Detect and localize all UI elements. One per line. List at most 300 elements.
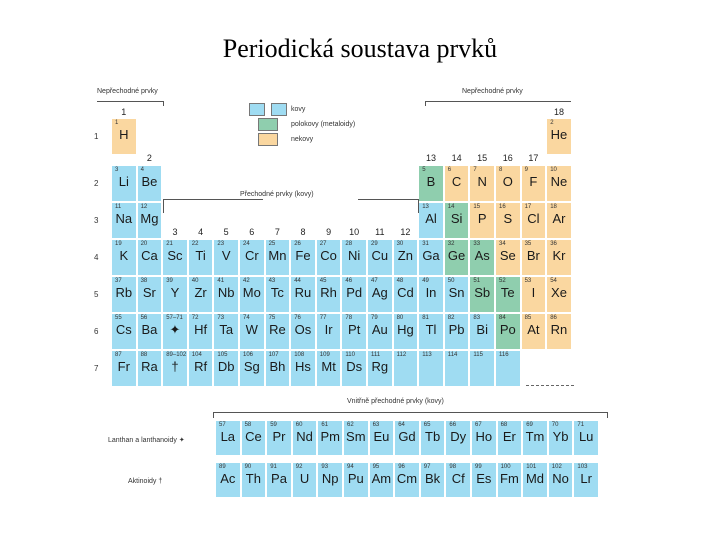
atomic-number: 40 [191, 278, 199, 284]
lanthanide-cell-Eu [369, 420, 395, 456]
element-symbol: Pb [448, 322, 465, 337]
element-symbol: Sc [167, 248, 183, 263]
page-title: Periodická soustava prvků [222, 34, 498, 63]
element-symbol: Ho [475, 429, 493, 444]
element-symbol: Hf [194, 322, 208, 337]
element-cell-Ne [546, 165, 572, 202]
lanthanide-cell-Tb [420, 420, 446, 456]
element-cell-Al [418, 202, 444, 239]
element-symbol: Xe [551, 285, 567, 300]
element-symbol: Tm [525, 429, 545, 444]
lanthanide-cell-Lu [573, 420, 599, 456]
element-symbol: Na [115, 211, 133, 226]
element-symbol: Es [476, 471, 492, 486]
element-symbol: Yb [552, 429, 569, 444]
element-cell-Tc [265, 276, 291, 313]
element-symbol: Cs [115, 322, 132, 337]
atomic-number: 98 [449, 464, 457, 470]
group-number: 7 [274, 227, 280, 237]
actinide-cell-Bk [420, 462, 446, 498]
element-cell-Ga [418, 239, 444, 276]
atomic-number: 35 [524, 241, 532, 247]
lanthanide-cell-Nd [292, 420, 318, 456]
element-cell-Nb [213, 276, 239, 313]
element-cell-B [418, 165, 444, 202]
actinide-cell-Am [369, 462, 395, 498]
bracket-line [358, 199, 418, 200]
element-cell-Rh [316, 276, 342, 313]
atomic-number: 24 [243, 241, 250, 247]
element-symbol: Fm [500, 471, 519, 486]
element-symbol: I [531, 285, 536, 300]
atomic-number: 115 [473, 352, 483, 358]
element-cell-Sn [444, 276, 470, 313]
element-symbol: Mg [140, 211, 159, 226]
legend-swatch [249, 103, 265, 116]
atomic-number: 15 [473, 204, 481, 210]
element-cell-Rg [367, 350, 393, 387]
atomic-number: 10 [550, 167, 557, 173]
element-cell-Mg [137, 202, 163, 239]
element-symbol: Y [170, 285, 180, 300]
atomic-number: 67 [475, 422, 482, 428]
element-symbol: Ds [346, 359, 363, 374]
bracket-line [607, 412, 608, 418]
element-cell-Sg [239, 350, 265, 387]
atomic-number: 64 [398, 422, 405, 428]
group-number: 4 [198, 227, 204, 237]
element-cell-P [469, 202, 495, 239]
element-symbol: Al [425, 211, 437, 226]
element-symbol: Re [269, 322, 286, 337]
element-cell-Sb [469, 276, 495, 313]
element-symbol: Nd [296, 429, 313, 444]
element-symbol: Sb [474, 285, 491, 300]
element-symbol: Rb [115, 285, 133, 300]
atomic-number: 86 [550, 315, 557, 321]
atomic-number: 72 [191, 315, 199, 321]
atomic-number: 31 [422, 241, 429, 247]
element-cell-V [213, 239, 239, 276]
atomic-number: 59 [270, 422, 277, 428]
atomic-number: 62 [347, 422, 354, 428]
atomic-number: 3 [115, 167, 119, 173]
atomic-number: 2 [550, 120, 554, 126]
bracket-line [418, 199, 419, 213]
element-cell-Te [495, 276, 521, 313]
label-lanthanides: Lanthan a lanthanoidy ✦ [108, 437, 185, 444]
element-cell-† [162, 350, 188, 387]
element-symbol: Co [320, 248, 337, 263]
element-symbol: Sr [142, 285, 156, 300]
atomic-number: 116 [499, 352, 509, 358]
element-symbol: Pm [320, 429, 340, 444]
atomic-number: 51 [473, 278, 481, 284]
element-symbol: Ca [141, 248, 158, 263]
bracket-line [213, 412, 214, 418]
element-symbol: Ta [219, 322, 234, 337]
element-cell-He [546, 118, 572, 155]
element-cell-Kr [546, 239, 572, 276]
atomic-number: 77 [319, 315, 327, 321]
element-symbol: At [527, 322, 540, 337]
actinide-cell-Cf [445, 462, 471, 498]
element-symbol: La [220, 429, 236, 444]
lanthanide-cell-Ce [241, 420, 267, 456]
element-cell-F [521, 165, 547, 202]
element-symbol: Zn [397, 248, 413, 263]
element-symbol: V [221, 248, 231, 263]
element-symbol: Er [502, 429, 516, 444]
element-symbol: Lr [580, 471, 592, 486]
actinide-cell-Lr [573, 462, 599, 498]
actinide-cell-Ac [215, 462, 241, 498]
actinide-cell-Fm [497, 462, 523, 498]
actinide-cell-Es [471, 462, 497, 498]
lanthanide-cell-Sm [343, 420, 369, 456]
element-symbol: Pd [346, 285, 363, 300]
element-symbol: Mo [242, 285, 261, 300]
lanthanide-cell-Gd [394, 420, 420, 456]
atomic-number: 74 [243, 315, 250, 321]
element-symbol: S [503, 211, 513, 226]
group-number: 16 [502, 153, 513, 163]
atomic-number: 71 [577, 422, 585, 428]
atomic-number: 87 [115, 352, 122, 358]
atomic-number: 20 [140, 241, 148, 247]
atomic-number: 100 [500, 464, 511, 470]
element-symbol: Si [450, 211, 463, 226]
element-symbol: Ga [422, 248, 440, 263]
actinide-cell-Np [317, 462, 343, 498]
element-cell-Re [265, 313, 291, 350]
period-number: 5 [94, 290, 99, 299]
label-main-left: Nepřechodné prvky [97, 88, 158, 95]
element-cell-115 [469, 350, 495, 387]
atomic-number: 7 [473, 167, 477, 173]
element-symbol: Rh [320, 285, 337, 300]
element-cell-Si [444, 202, 470, 239]
atomic-number: 8 [499, 167, 503, 173]
element-cell-114 [444, 350, 470, 387]
atomic-number: 41 [217, 278, 225, 284]
atomic-number: 33 [473, 241, 481, 247]
atomic-number: 63 [372, 422, 380, 428]
element-cell-Ru [290, 276, 316, 313]
atomic-number: 11 [115, 204, 122, 210]
element-symbol: Br [526, 248, 540, 263]
period-number: 2 [94, 179, 99, 188]
element-cell-Cr [239, 239, 265, 276]
group-number: 2 [146, 153, 152, 163]
atomic-number: 110 [345, 352, 355, 358]
element-cell-Ds [341, 350, 367, 387]
atomic-number: 96 [398, 464, 405, 470]
atomic-number: 95 [372, 464, 380, 470]
element-cell-Hg [393, 313, 419, 350]
group-number: 6 [249, 227, 255, 237]
element-cell-Hs [290, 350, 316, 387]
legend-swatch [258, 118, 278, 131]
element-symbol: F [529, 174, 538, 189]
atomic-number: 113 [422, 352, 432, 358]
actinide-cell-Pa [266, 462, 292, 498]
label-actinides: Aktinoidy † [128, 478, 163, 485]
element-cell-K [111, 239, 137, 276]
element-symbol: Cl [527, 211, 540, 226]
element-symbol: O [502, 174, 513, 189]
atomic-number: 70 [551, 422, 559, 428]
element-symbol: Ac [220, 471, 236, 486]
element-cell-In [418, 276, 444, 313]
element-cell-Bh [265, 350, 291, 387]
bracket-line [425, 101, 426, 106]
atomic-number: 104 [191, 352, 202, 358]
element-symbol: Bh [269, 359, 286, 374]
element-symbol: Tl [425, 322, 437, 337]
atomic-number: 69 [526, 422, 533, 428]
atomic-number: 112 [396, 352, 407, 358]
element-cell-W [239, 313, 265, 350]
label-inner-transition: Vnitřně přechodné prvky (kovy) [347, 398, 444, 405]
atomic-number: 65 [423, 422, 431, 428]
lanthanide-cell-Pr [266, 420, 292, 456]
period-number: 4 [94, 253, 99, 262]
atomic-number: 82 [447, 315, 455, 321]
atomic-number: 91 [270, 464, 277, 470]
atomic-number: 42 [243, 278, 250, 284]
atomic-number: 75 [268, 315, 276, 321]
element-symbol: U [299, 471, 310, 486]
atomic-number: 45 [319, 278, 327, 284]
element-symbol: N [477, 174, 487, 189]
atomic-number: 21 [166, 241, 173, 247]
element-symbol: Ne [550, 174, 568, 189]
atomic-number: 81 [422, 315, 429, 321]
bracket-line [425, 101, 571, 102]
atomic-number: 28 [345, 241, 353, 247]
element-cell-Sr [137, 276, 163, 313]
group-number: 9 [326, 227, 332, 237]
atomic-number: 38 [140, 278, 148, 284]
element-symbol: Sn [448, 285, 465, 300]
element-symbol: Rn [550, 322, 568, 337]
element-symbol: As [474, 248, 490, 263]
element-symbol: Hs [295, 359, 311, 374]
atomic-number: 52 [499, 278, 506, 284]
element-cell-Ti [188, 239, 214, 276]
element-cell-O [495, 165, 521, 202]
atomic-number: 83 [473, 315, 481, 321]
element-symbol: Se [499, 248, 516, 263]
lanthanide-cell-Dy [445, 420, 471, 456]
legend-label: polokovy (metaloidy) [291, 121, 356, 128]
lanthanide-cell-Ho [471, 420, 497, 456]
element-cell-Sc [162, 239, 188, 276]
atomic-number: 60 [295, 422, 303, 428]
bracket-line [213, 412, 607, 413]
element-symbol: Pu [347, 471, 364, 486]
atomic-number: 39 [166, 278, 173, 284]
element-symbol: † [171, 359, 179, 374]
element-cell-Co [316, 239, 342, 276]
legend-label: kovy [291, 106, 306, 113]
label-main-right: Nepřechodné prvky [462, 88, 523, 95]
group-number: 12 [400, 227, 411, 237]
element-symbol: Ce [245, 429, 262, 444]
atomic-number: 29 [371, 241, 378, 247]
element-symbol: C [451, 174, 462, 189]
group-number: 8 [300, 227, 306, 237]
atomic-number: 92 [295, 464, 303, 470]
element-symbol: Ni [348, 248, 361, 263]
atomic-number: 61 [321, 422, 329, 428]
element-symbol: Ra [141, 359, 158, 374]
element-cell-✦ [162, 313, 188, 350]
atomic-number: 48 [396, 278, 404, 284]
atomic-number: 89–102 [166, 352, 187, 358]
element-symbol: Lu [578, 429, 594, 444]
element-cell-Cu [367, 239, 393, 276]
atomic-number: 57–71 [166, 315, 183, 321]
element-symbol: H [119, 127, 129, 142]
element-symbol: Ag [371, 285, 388, 300]
atomic-number: 27 [319, 241, 327, 247]
element-cell-Xe [546, 276, 572, 313]
element-cell-Zn [393, 239, 419, 276]
element-symbol: Mn [268, 248, 287, 263]
element-symbol: Cr [244, 248, 259, 263]
atomic-number: 99 [475, 464, 482, 470]
atomic-number: 103 [577, 464, 588, 470]
atomic-number: 54 [550, 278, 557, 284]
atomic-number: 4 [140, 167, 144, 173]
atomic-number: 49 [422, 278, 429, 284]
atomic-number: 53 [524, 278, 532, 284]
element-symbol: Bi [476, 322, 488, 337]
lanthanide-cell-La [215, 420, 241, 456]
element-symbol: Fe [295, 248, 311, 263]
element-symbol: Eu [373, 429, 390, 444]
element-symbol: Cm [396, 471, 418, 486]
atomic-number: 16 [499, 204, 506, 210]
element-symbol: Ba [141, 322, 158, 337]
atomic-number: 57 [219, 422, 226, 428]
element-cell-Cl [521, 202, 547, 239]
group-number: 17 [528, 153, 539, 163]
atomic-number: 73 [217, 315, 225, 321]
atomic-number: 23 [217, 241, 225, 247]
bracket-line [163, 199, 263, 200]
atomic-number: 47 [371, 278, 378, 284]
element-symbol: W [245, 322, 258, 337]
element-cell-As [469, 239, 495, 276]
atomic-number: 26 [294, 241, 301, 247]
element-cell-Rf [188, 350, 214, 387]
period-number: 6 [94, 327, 99, 336]
atomic-number: 108 [294, 352, 305, 358]
element-symbol: Dy [450, 429, 467, 444]
atomic-number: 80 [396, 315, 404, 321]
element-cell-Be [137, 165, 163, 202]
group-number: 11 [375, 227, 385, 237]
element-cell-Zr [188, 276, 214, 313]
atomic-number: 114 [447, 352, 458, 358]
atomic-number: 101 [526, 464, 537, 470]
atomic-number: 66 [449, 422, 457, 428]
lanthanide-cell-Yb [548, 420, 574, 456]
group-number: 14 [451, 153, 462, 163]
atomic-number: 105 [217, 352, 228, 358]
element-symbol: Nb [217, 285, 235, 300]
element-cell-Ni [341, 239, 367, 276]
element-symbol: ✦ [169, 322, 181, 337]
element-symbol: Np [321, 471, 339, 486]
element-symbol: Am [371, 471, 392, 486]
element-cell-Ba [137, 313, 163, 350]
element-symbol: Cu [371, 248, 389, 263]
element-symbol: Hg [397, 322, 414, 337]
element-cell-Bi [469, 313, 495, 350]
element-symbol: Ir [324, 322, 333, 337]
atomic-number: 56 [140, 315, 148, 321]
element-cell-Mo [239, 276, 265, 313]
element-cell-Mn [265, 239, 291, 276]
atomic-number: 90 [244, 464, 252, 470]
lanthanide-cell-Er [497, 420, 523, 456]
atomic-number: 93 [321, 464, 329, 470]
actinide-cell-Md [522, 462, 548, 498]
legend-swatch [258, 133, 278, 146]
atomic-number: 36 [550, 241, 557, 247]
element-cell-Cs [111, 313, 137, 350]
element-cell-Mt [316, 350, 342, 387]
element-cell-Na [111, 202, 137, 239]
element-symbol: K [119, 248, 129, 263]
element-cell-116 [495, 350, 521, 387]
element-cell-Au [367, 313, 393, 350]
element-cell-Pt [341, 313, 367, 350]
atomic-number: 109 [319, 352, 330, 358]
group-number: 15 [477, 153, 488, 163]
atomic-number: 18 [550, 204, 557, 210]
atomic-number: 1 [115, 120, 119, 126]
atomic-number: 88 [140, 352, 148, 358]
group-number: 1 [121, 107, 127, 117]
atomic-number: 84 [499, 315, 506, 321]
element-symbol: Th [245, 471, 261, 486]
element-cell-Cd [393, 276, 419, 313]
element-symbol: Ar [552, 211, 566, 226]
element-cell-Se [495, 239, 521, 276]
element-symbol: Fr [117, 359, 130, 374]
element-cell-112 [393, 350, 419, 387]
atomic-number: 107 [268, 352, 279, 358]
element-cell-N [469, 165, 495, 202]
legend-label: nekovy [291, 136, 314, 143]
element-cell-Br [521, 239, 547, 276]
atomic-number: 19 [115, 241, 122, 247]
element-symbol: Be [141, 174, 158, 189]
atomic-number: 44 [294, 278, 301, 284]
element-cell-Pb [444, 313, 470, 350]
actinide-cell-No [548, 462, 574, 498]
element-symbol: Tb [425, 429, 441, 444]
atomic-number: 22 [191, 241, 199, 247]
element-cell-At [521, 313, 547, 350]
atomic-number: 79 [371, 315, 378, 321]
element-symbol: Ti [195, 248, 206, 263]
